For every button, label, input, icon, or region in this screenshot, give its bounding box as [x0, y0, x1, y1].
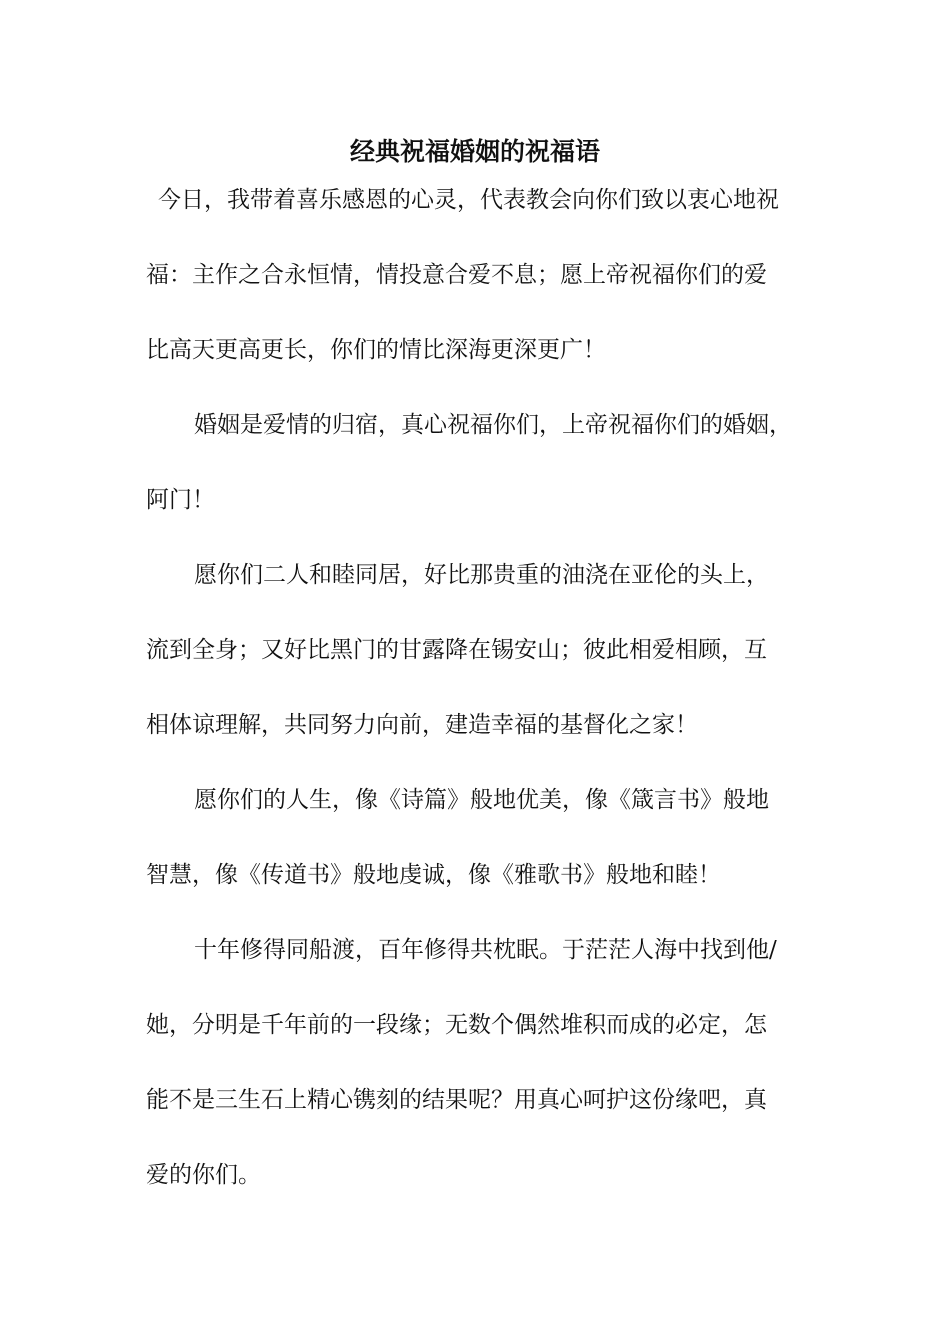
paragraph-line: 福：主作之合永恒情，情投意合爱不息；愿上帝祝福你们的爱 [146, 262, 767, 288]
paragraph-line: 相体谅理解，共同努力向前，建造幸福的基督化之家！ [146, 712, 698, 738]
document-title: 经典祝福婚姻的祝福语 [349, 137, 600, 166]
paragraph-line: 智慧，像《传道书》般地虔诚，像《雅歌书》般地和睦！ [146, 862, 721, 888]
paragraph-line: 今日，我带着喜乐感恩的心灵，代表教会向你们致以衷心地祝 [158, 187, 779, 213]
paragraph-line: 比高天更高更长，你们的情比深海更深更广！ [146, 337, 606, 363]
paragraph-line: 流到全身；又好比黑门的甘露降在锡安山；彼此相爱相顾，互 [146, 637, 767, 663]
paragraph-line: 婚姻是爱情的归宿，真心祝福你们，上帝祝福你们的婚姻， [194, 412, 792, 438]
paragraph-line: 十年修得同船渡，百年修得共枕眠。于茫茫人海中找到他/ [194, 937, 777, 963]
paragraph-line: 能不是三生石上精心镌刻的结果呢？用真心呵护这份缘吧，真 [146, 1087, 767, 1113]
paragraph-line: 阿门！ [146, 487, 215, 513]
paragraph-line: 愿你们二人和睦同居，好比那贵重的油浇在亚伦的头上， [194, 562, 769, 588]
paragraph-line: 爱的你们。 [146, 1162, 261, 1188]
paragraph-line: 愿你们的人生，像《诗篇》般地优美，像《箴言书》般地 [194, 787, 769, 813]
paragraph-line: 她，分明是千年前的一段缘；无数个偶然堆积而成的必定，怎 [146, 1012, 767, 1038]
